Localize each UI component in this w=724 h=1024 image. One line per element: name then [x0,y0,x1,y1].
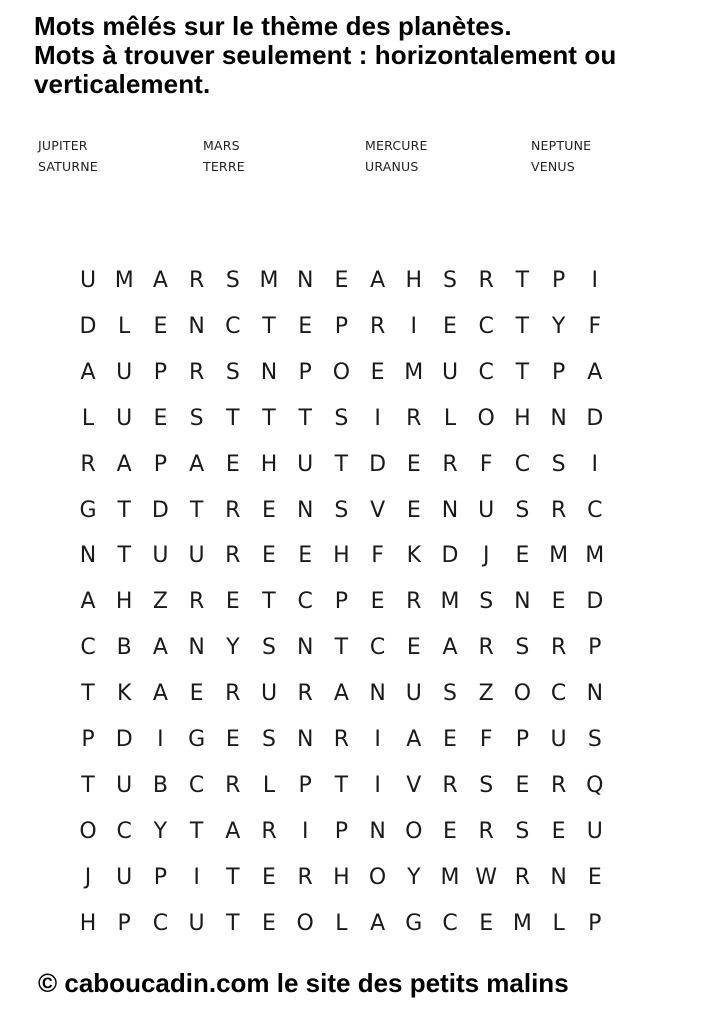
grid-cell: S [189,405,204,431]
grid-cell: R [80,451,96,477]
word-list-item: VENUS [531,159,575,174]
grid-cell: J [482,543,490,569]
grid-row [70,717,648,763]
grid-cell: P [153,451,168,477]
grid-cell: C [188,772,205,798]
grid-cell: A [80,589,96,615]
grid-cell: F [479,727,493,752]
grid-cell: S [262,635,276,661]
grid-cell: I [157,727,164,752]
grid-cell: E [406,635,421,661]
grid-cell: S [479,589,494,615]
grid-cell: H [260,451,278,477]
grid-row [70,350,648,396]
grid-cell: P [153,359,168,385]
grid-cell: R [442,451,458,477]
grid-cell: R [297,864,313,890]
grid-cell: N [296,497,314,523]
grid-cell: P [117,910,131,936]
grid-cell: A [152,681,168,707]
footer-credit: © caboucadin.com le site des petits malins [38,968,569,998]
grid-cell: P [298,359,312,385]
grid-cell: V [406,772,422,798]
grid-cell: B [152,772,168,798]
grid-cell: H [79,910,97,936]
grid-cell: S [587,727,602,752]
grid-cell: T [226,910,240,936]
title-line-2: Mots à trouver seulement : horizontalement ou [34,40,617,70]
grid-cell: E [153,313,168,339]
grid-cell: N [188,313,205,339]
grid-cell: R [478,268,494,293]
grid-cell: R [514,864,531,890]
grid-cell: D [369,451,387,477]
grid-cell: H [333,864,350,890]
grid-cell: N [79,543,97,569]
grid-cell: I [591,451,599,477]
grid-cell: R [369,313,386,339]
word-list-item: MARS [203,138,240,153]
grid-cell: E [298,543,313,569]
grid-row [70,671,648,717]
grid-cell: D [79,313,97,339]
grid-cell: N [369,818,386,844]
grid-cell: U [152,543,169,569]
grid-cell: T [515,268,530,293]
grid-cell: J [84,864,92,890]
grid-cell: E [225,589,240,615]
grid-cell: L [335,910,348,936]
grid-cell: M [259,268,279,293]
grid-cell: U [116,864,133,890]
grid-row [70,533,648,579]
grid-cell: D [586,589,604,615]
grid-cell: I [374,727,381,752]
grid-cell: V [370,497,386,523]
grid-cell: T [117,543,131,569]
grid-cell: L [552,910,565,936]
grid-cell: E [515,543,530,569]
grid-cell: R [297,681,313,707]
grid-cell: T [226,405,240,431]
grid-cell: U [116,772,133,798]
grid-cell: M [114,268,134,293]
grid-cell: M [404,359,424,385]
grid-cell: E [298,313,313,339]
grid-cell: E [515,772,530,798]
grid-row [70,901,648,947]
grid-cell: S [443,681,457,707]
grid-cell: C [297,589,313,615]
grid-cell: T [515,359,530,385]
grid-cell: E [225,727,240,752]
grid-cell: P [334,313,349,339]
grid-cell: O [296,910,314,936]
grid-cell: S [443,268,457,293]
grid-cell: A [116,451,132,477]
grid-cell: A [80,359,96,385]
grid-cell: I [193,864,200,890]
grid-cell: T [298,405,312,431]
grid-cell: S [479,772,494,798]
grid-cell: P [588,910,602,936]
grid-cell: E [262,543,276,569]
grid-cell: H [333,543,350,569]
grid-cell: D [151,497,169,523]
grid-row [70,258,648,304]
grid-cell: T [81,681,95,707]
grid-cell: Y [226,635,240,661]
grid-cell: R [550,772,567,798]
grid-cell: T [515,313,530,339]
grid-cell: L [118,313,131,339]
grid-cell: T [226,864,240,890]
grid-cell: S [515,497,530,523]
grid-cell: U [116,359,133,385]
grid-cell: F [479,451,493,477]
grid-cell: T [334,772,349,798]
grid-cell: G [405,910,423,936]
grid-cell: A [370,268,386,293]
grid-cell: O [405,818,423,844]
grid-cell: M [549,543,569,569]
grid-cell: U [79,268,97,293]
grid-cell: Y [551,313,566,339]
word-list-item: MERCURE [365,138,428,153]
grid-cell: P [153,864,168,890]
grid-cell: P [551,268,566,293]
grid-cell: P [588,635,602,661]
grid-cell: N [260,359,278,385]
grid-cell: C [80,635,96,661]
grid-cell: R [406,405,422,431]
grid-cell: U [260,681,278,707]
grid-cell: E [370,589,385,615]
grid-cell: H [514,405,531,431]
grid-cell: O [79,818,97,844]
grid-cell: E [225,451,240,477]
grid-cell: N [296,635,314,661]
grid-cell: R [225,543,241,569]
grid-cell: N [586,681,604,707]
grid-cell: R [261,818,277,844]
grid-cell: P [515,727,530,752]
grid-cell: D [586,405,604,431]
grid-cell: Z [152,589,168,615]
grid-cell: E [587,864,602,890]
grid-cell: Q [586,772,604,798]
puzzle-title [34,12,714,99]
grid-cell: S [225,268,240,293]
grid-cell: M [440,589,460,615]
grid-cell: R [478,818,494,844]
grid-cell: N [550,864,567,890]
grid-row [70,855,648,901]
grid-cell: T [262,589,276,615]
grid-cell: U [550,727,567,752]
grid-cell: E [262,910,276,936]
grid-cell: L [81,405,95,431]
grid-cell: R [188,268,205,293]
grid-cell: A [442,635,458,661]
grid-cell: S [334,405,349,431]
grid-cell: P [334,589,349,615]
grid-cell: P [334,818,349,844]
grid-cell: F [588,313,602,339]
grid-cell: S [515,818,530,844]
grid-cell: T [81,772,95,798]
grid-cell: O [513,681,532,707]
grid-cell: U [441,359,459,385]
grid-cell: P [81,727,95,752]
grid-cell: S [334,497,349,523]
grid-row [70,442,648,488]
grid-cell: A [333,681,349,707]
grid-cell: E [189,681,204,707]
grid-row [70,809,648,855]
grid-cell: R [333,727,350,752]
grid-cell: U [405,681,422,707]
grid-cell: O [368,864,387,890]
grid-row [70,579,648,625]
grid-cell: B [116,635,132,661]
grid-cell: Y [153,818,168,844]
grid-cell: T [117,497,131,523]
grid-cell: T [189,818,204,844]
grid-cell: R [550,635,567,661]
grid-cell: M [512,910,532,936]
grid-cell: R [550,497,567,523]
grid-cell: R [225,772,241,798]
grid-cell: C [369,635,386,661]
title-line-1: Mots mêlés sur le thème des planètes. [34,11,512,41]
grid-row [70,488,648,534]
grid-row [70,396,648,442]
grid-cell: A [406,727,422,752]
grid-cell: C [478,359,494,385]
grid-cell: D [115,727,133,752]
grid-cell: E [262,497,276,523]
grid-cell: I [410,313,418,339]
grid-cell: A [152,635,168,661]
grid-row [70,304,648,350]
grid-cell: L [443,405,457,431]
grid-row [70,625,648,671]
grid-cell: G [188,727,206,752]
grid-cell: E [443,727,457,752]
grid-cell: D [441,543,459,569]
word-list-item: SATURNE [38,159,98,174]
grid-cell: S [551,451,566,477]
grid-cell: U [188,910,205,936]
grid-cell: K [406,543,422,569]
grid-cell: Z [478,681,494,707]
grid-cell: E [551,589,566,615]
grid-cell: A [587,359,603,385]
grid-cell: H [405,268,423,293]
grid-cell: A [225,818,241,844]
grid-cell: I [301,818,309,844]
grid-cell: U [188,543,205,569]
grid-cell: M [440,864,460,890]
grid-cell: E [153,405,168,431]
grid-cell: C [152,910,169,936]
grid-cell: I [591,268,599,293]
grid-cell: S [262,727,276,752]
grid-cell: T [334,451,349,477]
grid-cell: C [587,497,603,523]
word-list-item: URANUS [365,159,419,174]
word-list-item: TERRE [203,159,245,174]
grid-cell: R [225,681,241,707]
grid-cell: N [369,681,386,707]
grid-cell: U [478,497,495,523]
grid-cell: W [475,864,498,890]
grid-cell: E [551,818,566,844]
grid-cell: C [442,910,458,936]
grid-cell: N [441,497,459,523]
grid-cell: S [225,359,240,385]
grid-cell: C [550,681,567,707]
grid-cell: R [478,635,494,661]
grid-cell: K [116,681,132,707]
grid-cell: T [262,313,276,339]
grid-cell: N [550,405,567,431]
grid-cell: C [116,818,132,844]
grid-cell: M [585,543,605,569]
grid-cell: H [115,589,133,615]
grid-cell: Y [407,864,421,890]
grid-cell: A [152,268,168,293]
letter-grid [70,258,648,948]
grid-cell: R [442,772,458,798]
grid-cell: E [406,451,421,477]
grid-cell: P [551,359,566,385]
grid-cell: T [189,497,204,523]
grid-cell: A [189,451,205,477]
grid-cell: P [298,772,312,798]
grid-cell: N [188,635,205,661]
grid-cell: G [79,497,97,523]
grid-cell: C [478,313,494,339]
grid-cell: N [514,589,531,615]
grid-cell: E [334,268,349,293]
grid-cell: T [334,635,349,661]
grid-cell: U [116,405,133,431]
grid-cell: U [297,451,314,477]
grid-cell: E [479,910,494,936]
grid-cell: S [515,635,530,661]
grid-cell: R [188,359,205,385]
grid-cell: A [370,910,386,936]
grid-cell: I [374,405,381,431]
grid-cell: E [443,313,457,339]
grid-cell: R [406,589,422,615]
grid-cell: C [514,451,531,477]
grid-cell: E [370,359,385,385]
grid-cell: N [296,727,314,752]
grid-cell: O [332,359,351,385]
grid-cell: T [262,405,276,431]
word-list-item: NEPTUNE [531,138,592,153]
grid-cell: R [188,589,205,615]
grid-row [70,763,648,809]
grid-cell: E [443,818,457,844]
grid-cell: R [225,497,241,523]
grid-cell: E [406,497,421,523]
grid-cell: U [586,818,603,844]
title-line-3: verticalement. [34,69,211,99]
word-list-item: JUPITER [38,138,88,153]
grid-cell: E [262,864,276,890]
grid-cell: L [262,772,276,798]
grid-cell: N [296,268,314,293]
grid-cell: I [374,772,381,798]
grid-cell: C [225,313,241,339]
grid-cell: O [477,405,495,431]
grid-cell: F [371,543,384,569]
